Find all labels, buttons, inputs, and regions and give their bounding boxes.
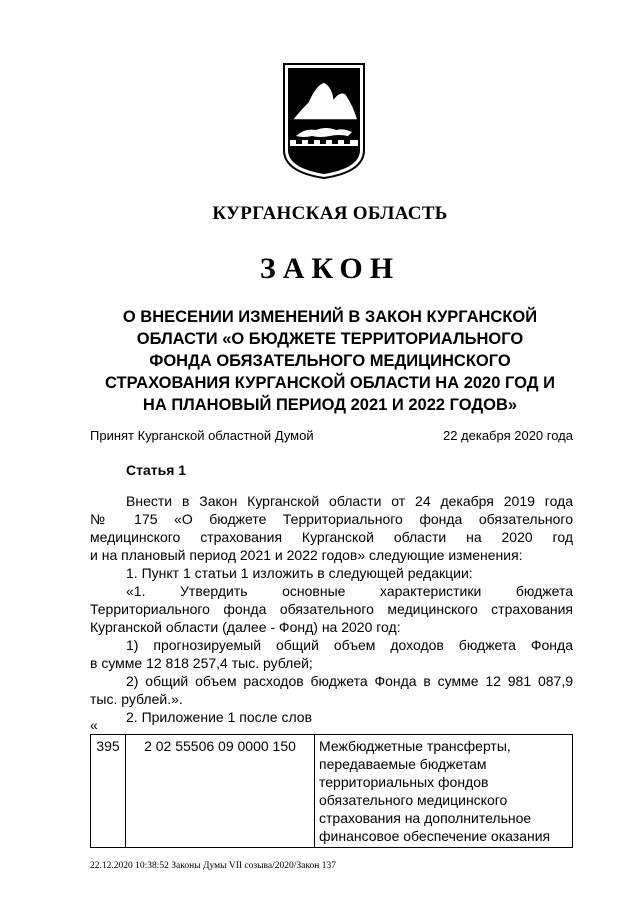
admin-code-cell: 395 bbox=[91, 735, 126, 848]
body-line: в сумме 12 818 257,4 тыс. рублей; bbox=[90, 655, 313, 671]
law-title-line: СТРАХОВАНИЯ КУРГАНСКОЙ ОБЛАСТИ НА 2020 ГОД И bbox=[105, 374, 555, 392]
footer-stamp: 22.12.2020 10:38:52 Законы Думы VII созыва/2020/Закон 137 bbox=[90, 861, 336, 871]
adoption-date: 22 декабря 2020 года bbox=[442, 428, 573, 443]
budget-code-cell: 2 02 55506 09 0000 150 bbox=[126, 735, 315, 848]
open-quote: « bbox=[90, 717, 98, 733]
region-heading: КУРГАНСКАЯ ОБЛАСТЬ bbox=[212, 203, 448, 224]
law-title bbox=[90, 306, 570, 416]
body-line: «1. Утвердить основные характеристики бюджета bbox=[126, 583, 573, 599]
body-line: № 175 «О бюджете Территориального фонда обязательного bbox=[90, 511, 573, 527]
article-body bbox=[90, 492, 573, 726]
body-line: медицинского страхования Курганской области на 2020 год bbox=[90, 529, 573, 545]
description-line: территориальных фондов bbox=[319, 774, 489, 790]
body-line: тыс. рублей.». bbox=[90, 691, 183, 707]
body-line: 2) общий объем расходов бюджета Фонда в сумме 12 981 087,9 bbox=[126, 673, 573, 689]
description-line: Межбюджетные трансферты, bbox=[319, 738, 511, 754]
law-title-line: О ВНЕСЕНИИ ИЗМЕНЕНИЙ В ЗАКОН КУРГАНСКОЙ bbox=[122, 308, 538, 326]
description-line: финансовое обеспечение оказания bbox=[319, 828, 551, 844]
amendment-table bbox=[90, 734, 573, 848]
coat-of-arms-icon bbox=[282, 62, 366, 180]
description-cell bbox=[315, 735, 573, 848]
body-line: Курганской области (далее - Фонд) на 2020 год: bbox=[90, 619, 401, 635]
description-line: страхования на дополнительное bbox=[319, 810, 532, 826]
description-line: передаваемые бюджетам bbox=[319, 756, 487, 772]
article-heading: Статья 1 bbox=[126, 462, 187, 478]
law-title-line: НА ПЛАНОВЫЙ ПЕРИОД 2021 И 2022 ГОДОВ» bbox=[142, 396, 518, 414]
adopted-by: Принят Курганской областной Думой bbox=[90, 428, 314, 443]
body-line: Территориального фонда обязательного медицинского страхования bbox=[90, 601, 573, 617]
law-title-line: ФОНДА ОБЯЗАТЕЛЬНОГО МЕДИЦИНСКОГО bbox=[149, 352, 511, 370]
body-line: 1. Пункт 1 статьи 1 изложить в следующей редакции: bbox=[126, 565, 473, 581]
body-line: и на плановый период 2021 и 2022 годов» следующие изменения: bbox=[90, 547, 523, 563]
table-row bbox=[91, 735, 573, 848]
body-line: 1) прогнозируемый общий объем доходов бюджета Фонда bbox=[126, 637, 573, 653]
document-type-heading: ЗАКОН bbox=[259, 252, 401, 285]
description-line: обязательного медицинского bbox=[319, 792, 508, 808]
body-line: Внести в Закон Курганской области от 24 декабря 2019 года bbox=[126, 493, 573, 509]
body-line: 2. Приложение 1 после слов bbox=[126, 709, 313, 725]
law-title-line: ОБЛАСТИ «О БЮДЖЕТЕ ТЕРРИТОРИАЛЬНОГО bbox=[136, 330, 524, 348]
